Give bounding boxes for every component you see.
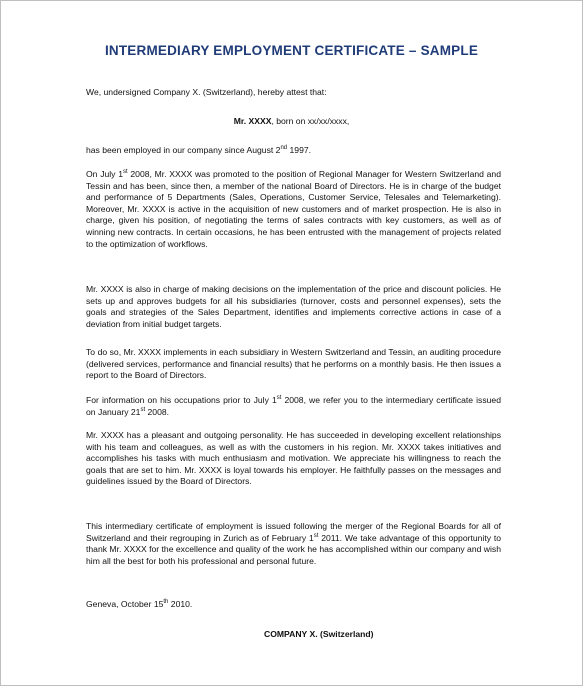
- employee-name: Mr. XXXX: [233, 116, 272, 126]
- birth-date-text: , born on xx/xx/xxxx,: [271, 116, 350, 126]
- signature-company: COMPANY X. (Switzerland): [264, 629, 374, 639]
- date-year: 2010.: [168, 599, 193, 609]
- para4-end: 2008.: [145, 406, 170, 417]
- date-text: Geneva, October 15: [86, 599, 164, 609]
- para1-start: On July 1: [86, 169, 123, 179]
- para4-sup-2: st: [140, 406, 146, 413]
- paragraph-promotion: [86, 169, 501, 250]
- employment-text: has been employed in our company since August 2: [86, 145, 281, 155]
- para4-middle: 2008, we refer you to the intermediary certificate issued on January 21: [86, 395, 501, 417]
- para4-start: For information on his occupations prior to July 1: [86, 395, 277, 405]
- employee-line: [1, 116, 582, 126]
- paragraph-auditing: To do so, Mr. XXXX implements in each subsidiary in Western Switzerland and Tessin, an auditing procedure (delivered services, performance and financial results) that he performs on a monthly basis. He then issues a report to the Board of Directors.: [86, 347, 501, 381]
- date-line: [86, 599, 192, 611]
- intro-line: We, undersigned Company X. (Switzerland), hereby attest that:: [86, 87, 327, 97]
- para6-body: 2011. We take advantage of this opportunity to thank Mr. XXXX for the excellence and quality of the work he has accomplished within our company and wish him all the best for both his professional and personal future.: [86, 532, 501, 566]
- employment-start-line: [86, 145, 311, 157]
- paragraph-prior-occupations: [86, 395, 501, 418]
- para4-sup-1: st: [276, 395, 282, 402]
- document-title: INTERMEDIARY EMPLOYMENT CERTIFICATE – SAMPLE: [104, 43, 479, 58]
- paragraph-responsibilities: Mr. XXXX is also in charge of making decisions on the implementation of the price and discount policies. He sets up and approves budgets for all his subsidiaries (turnover, costs and personnel expenses), sets the goals and strategies of the Sales Department, identifies and implements corrective actions in case of a deviation from initial budget targets.: [86, 284, 501, 329]
- paragraph-merger: [86, 521, 501, 567]
- paragraph-personality: Mr. XXXX has a pleasant and outgoing personality. He has succeeded in developing excellent relationships with his team and colleagues, as well as with the customers in his region. Mr. XXXX takes initiatives and accomplishes his tasks with much enthusiasm and motivation. We appreciate his willingness to reach the goals that are set to him. Mr. XXXX is loyal towards his employer. He faithfully passes on the messages and guidelines issued by the Board of Directors.: [86, 430, 501, 487]
- para1-body: 2008, Mr. XXXX was promoted to the position of Regional Manager for Western Switzerland and Tessin and has been, since then, a member of the national Board of Directors. He is in charge of the budget and performance of 5 Departments (Sales, Operations, Customer Service, Telesales and Telemarketing). Moreover, Mr. XXXX is active in the acquisition of new customers and of market prospection. He is also in charge, given his position, of negotiating the terms of sales contracts with key customers, as well as of winning new contracts. In certain occasions, he has been entrusted with the management of projects related to the optimization of workflows.: [86, 169, 501, 249]
- para6-start: This intermediary certificate of employment is issued following the merger of the Regional Boards for all of Switzerland and their regrouping in Zurich as of February 1: [86, 521, 501, 543]
- para6-sup: st: [313, 532, 319, 539]
- employment-year: 1997.: [287, 145, 312, 155]
- date-sup: th: [163, 599, 169, 606]
- employment-sup: nd: [280, 145, 288, 152]
- para1-sup: st: [123, 169, 128, 176]
